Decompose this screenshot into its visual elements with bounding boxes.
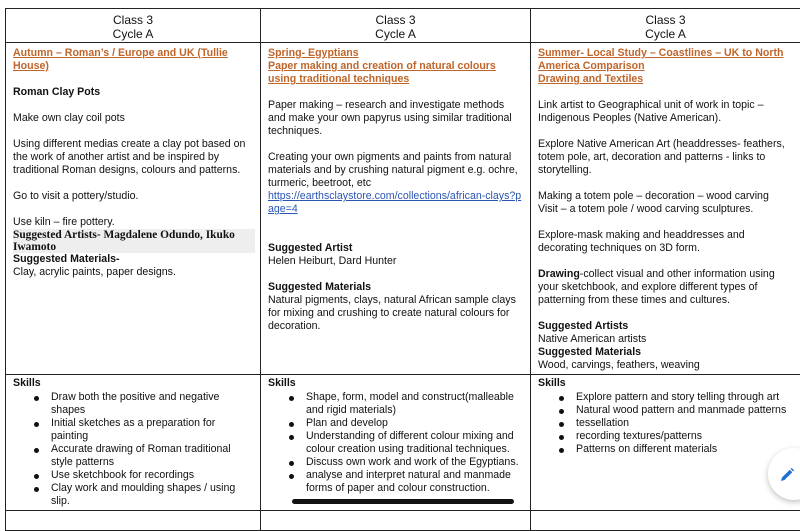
paragraph: Use kiln – fire pottery. xyxy=(13,216,253,229)
materials-text: Natural pigments, clays, natural African sample clays for mixing and crushing to create natural colours for decoration. xyxy=(268,294,523,333)
paragraph: Go to visit a pottery/studio. xyxy=(13,190,253,203)
drawing-text: -collect visual and other information using your sketchbook, and explore different types of patterning from these times and cultures. xyxy=(538,268,775,306)
header-cycle: Cycle A xyxy=(535,27,796,41)
header-class: Class 3 xyxy=(10,13,256,27)
header-cycle: Cycle A xyxy=(265,27,526,41)
skills-label: Skills xyxy=(13,377,253,390)
paragraph: Making a totem pole – decoration – wood carving xyxy=(538,190,793,203)
skills-list xyxy=(13,391,253,508)
header-cycle: Cycle A xyxy=(10,27,256,41)
paragraph: Creating your own pigments and paints from natural materials and by crushing natural pigment e.g. ochre, turmeric, beetroot, etc xyxy=(268,151,523,190)
topic-title: Roman Clay Pots xyxy=(13,86,253,99)
term-subtitle: Paper making and creation of natural colours using traditional techniques xyxy=(268,60,523,86)
header-row xyxy=(6,9,800,43)
suggested-artists: Suggested Artists- Magdalene Odundo, Ikuko Iwamoto xyxy=(13,229,255,253)
paragraph: Explore Native American Art (headdresses- feathers, totem pole, art, decoration and patterns - links to storytelling. xyxy=(538,138,793,177)
summer-content-cell xyxy=(531,43,800,375)
skill-item: Initial sketches as a preparation for painting xyxy=(51,417,253,443)
materials-label: Suggested Materials xyxy=(538,346,793,359)
content-row xyxy=(6,43,800,375)
artists-text: Native American artists xyxy=(538,333,793,346)
skills-label: Skills xyxy=(538,377,793,390)
skill-item: Shape, form, model and construct(malleable and rigid materials) xyxy=(306,391,523,417)
header-cell-spring xyxy=(261,9,531,43)
empty-cell xyxy=(531,511,800,531)
paragraph: Make own clay coil pots xyxy=(13,112,253,125)
autumn-skills-cell xyxy=(6,375,261,511)
skill-item: Explore pattern and story telling through art xyxy=(576,391,793,404)
spring-skills-cell xyxy=(261,375,531,511)
materials-label: Suggested Materials- xyxy=(13,253,253,266)
curriculum-table xyxy=(5,8,800,531)
skill-item: Plan and develop xyxy=(306,417,523,430)
drawing-paragraph xyxy=(538,268,793,307)
materials-label: Suggested Materials xyxy=(268,281,523,294)
skill-item: Discuss own work and work of the Egyptians. xyxy=(306,456,523,469)
summer-skills-cell xyxy=(531,375,800,511)
skills-list xyxy=(538,391,793,456)
skill-item: Draw both the positive and negative shapes xyxy=(51,391,253,417)
skill-item: tessellation xyxy=(576,417,793,430)
term-title: Autumn – Roman’s / Europe and UK (Tullie House) xyxy=(13,47,253,73)
empty-cell xyxy=(261,511,531,531)
horizontal-scrollbar[interactable] xyxy=(292,499,514,504)
materials-text: Clay, acrylic paints, paper designs. xyxy=(13,266,253,279)
paragraph: Visit – a totem pole / wood carving sculptures. xyxy=(538,203,793,216)
paragraph: Paper making – research and investigate methods and make your own papyrus using similar traditional techniques. xyxy=(268,99,523,138)
drawing-word: Drawing xyxy=(538,268,580,280)
skills-label: Skills xyxy=(268,377,523,390)
skill-item: Understanding of different colour mixing and colour creation using traditional techniques. xyxy=(306,430,523,456)
pencil-icon xyxy=(779,467,795,483)
spring-content-cell xyxy=(261,43,531,375)
skill-item: Accurate drawing of Roman traditional style patterns xyxy=(51,443,253,469)
paragraph: Using different medias create a clay pot based on the work of another artist and be inspired by traditional Roman designs, colours and patterns. xyxy=(13,138,253,177)
artist-label: Suggested Artist xyxy=(268,242,523,255)
empty-row xyxy=(6,511,800,531)
resource-link[interactable]: https://earthsclaystore.com/collections/african-clays?page=4 xyxy=(268,190,521,215)
header-cell-autumn xyxy=(6,9,261,43)
paragraph: Explore-mask making and headdresses and decorating techniques on 3D form. xyxy=(538,229,793,255)
header-cell-summer xyxy=(531,9,800,43)
term-title: Spring- Egyptians xyxy=(268,47,523,60)
empty-cell xyxy=(6,511,261,531)
paragraph: Link artist to Geographical unit of work in topic – Indigenous Peoples (Native American). xyxy=(538,99,793,125)
header-class: Class 3 xyxy=(265,13,526,27)
materials-text: Wood, carvings, feathers, weaving xyxy=(538,359,793,372)
skill-item: Use sketchbook for recordings xyxy=(51,469,253,482)
skill-item: Clay work and moulding shapes / using slip. xyxy=(51,482,253,508)
autumn-content-cell xyxy=(6,43,261,375)
skill-item: Natural wood pattern and manmade patterns xyxy=(576,404,793,417)
skill-item: Patterns on different materials xyxy=(576,443,793,456)
skills-list xyxy=(268,391,523,495)
artists-label: Suggested Artists xyxy=(538,320,793,333)
term-title: Summer- Local Study – Coastlines – UK to North America Comparison xyxy=(538,47,793,73)
skill-item: analyse and interpret natural and manmade forms of paper and colour construction. xyxy=(306,469,523,495)
skills-row xyxy=(6,375,800,511)
header-class: Class 3 xyxy=(535,13,796,27)
skill-item: recording textures/patterns xyxy=(576,430,793,443)
term-subtitle: Drawing and Textiles xyxy=(538,73,793,86)
artists-text: Helen Heiburt, Dard Hunter xyxy=(268,255,523,268)
